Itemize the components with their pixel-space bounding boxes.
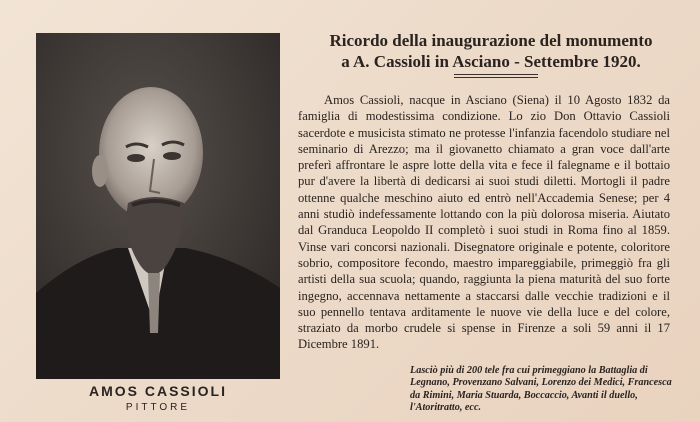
- title-divider: [454, 74, 538, 75]
- portrait-caption-name: AMOS CASSIOLI: [88, 383, 227, 399]
- works-footnote: Lasciò più di 200 tele fra cui primeggiano la Battaglia di Legnano, Provenzano Salvani, Lorenzo dei Medici, Francesca da Rimini, Maria Stuarda, Boccaccio, Avanti il duello, l'Atoritratto, ecc.: [410, 365, 672, 414]
- portrait-illustration: [36, 33, 280, 379]
- title-line-2: a A. Cassioli in Asciano - Settembre 1920.: [341, 52, 641, 71]
- biography-text: Amos Cassioli, nacque in Asciano (Siena) il 10 Agosto 1832 da famiglia di modestissima condizione. Lo zio Don Ottavio Cassioli sacerdote e musicista stimato ne protesse l'infanzia facendolo studiare nel seminario di Arezzo; ma il giovanetto chiamato a gran voce dall'arte preferì affrontare le aspre lotte della vita e fece il falegname e il bottaio pur d'avere la libertà di dedicarsi ai suoi studi diletti. Mortogli il padre ottenne qualche meschino aiuto ed entrò nell'Accademia Senese; per 4 anni studiò indefessamente lottando con la più dolorosa miseria. Aiutato dal Granduca Leopoldo II completò i suoi studi in Roma fino al 1859. Vinse vari concorsi nazionali. Disegnatore originale e potente, coloritore sobrio, compositore fecondo, maestro impareggiabile, primeggiò fra gli artisti della sua scuola; quando, raggiunta la piena maturità del suo forte ingegno, accennava nettamente a staccarsi dalle vecchie tradizioni e il suo pennello tentava arditamente le nuove vie della luce e del colore, straziato da morbo crudele si spense in Firenze a soli 59 anni il 17 Dicembre 1891.: [298, 93, 670, 352]
- portrait-photo: [36, 33, 280, 379]
- portrait-caption-role: PITTORE: [125, 402, 191, 413]
- title-line-1: Ricordo della inaugurazione del monumento: [329, 31, 653, 50]
- title-divider-second: [454, 77, 538, 78]
- card-title: [296, 30, 686, 72]
